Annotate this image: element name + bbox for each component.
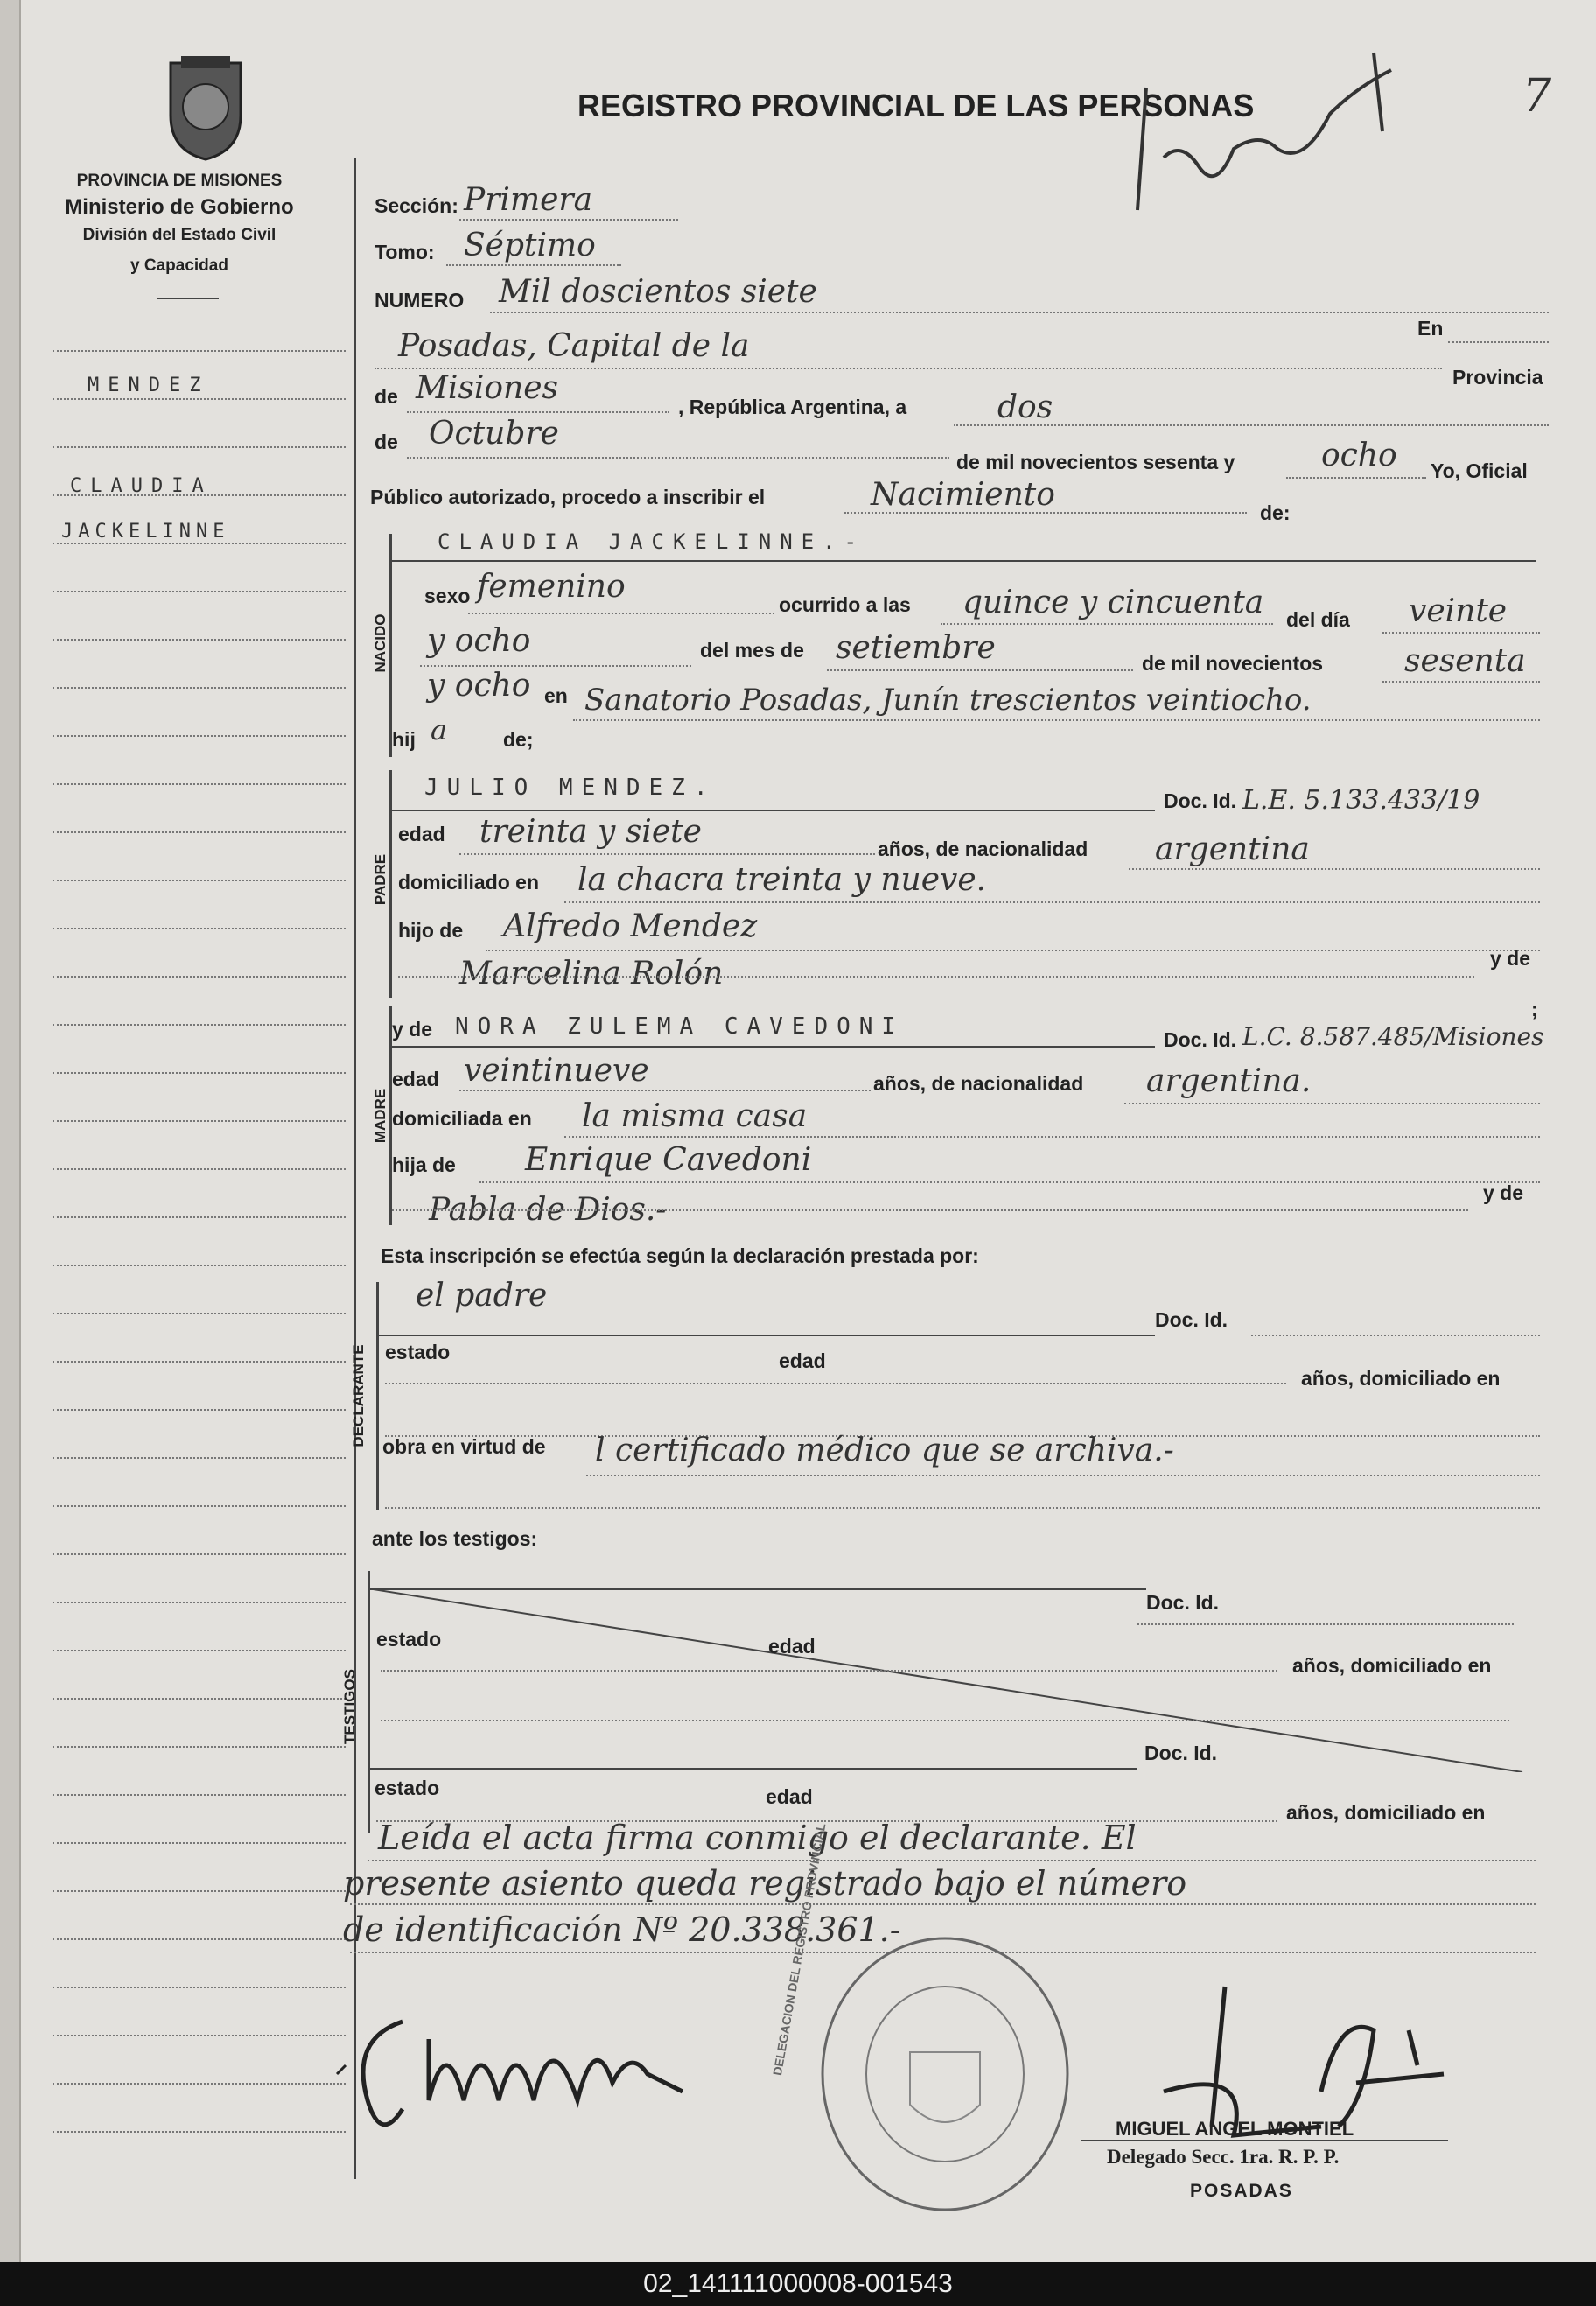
- sexo-value: femenino: [477, 569, 626, 605]
- tomo-value: Séptimo: [464, 228, 596, 263]
- closing-line-2: presente asiento queda registrado bajo el número: [343, 1864, 1187, 1903]
- margin-rule-line: [52, 1987, 346, 1988]
- madre-doc-label: Doc. Id.: [1164, 1028, 1237, 1051]
- testigo1-edad-label: edad: [768, 1635, 816, 1658]
- margin-rule-line: [52, 1313, 346, 1314]
- testigos-section-label: TESTIGOS: [341, 1669, 358, 1744]
- page-title: REGISTRO PROVINCIAL DE LAS PERSONAS: [578, 88, 1255, 123]
- margin-rule-line: [52, 1746, 346, 1748]
- margin-rule-line: [52, 831, 346, 833]
- testigo2-doc-label: Doc. Id.: [1144, 1742, 1218, 1764]
- hij-value: a: [430, 713, 448, 746]
- declarante-edad-label: edad: [779, 1349, 826, 1372]
- numero-label: NUMERO: [374, 289, 465, 312]
- margin-rule-line: [52, 880, 346, 881]
- margin-rule-line: [52, 2035, 346, 2036]
- mes-value: setiembre: [836, 630, 996, 666]
- margin-rule-line: [52, 783, 346, 785]
- margin-rule-line: [52, 976, 346, 978]
- madre-madre-de: Pabla de Dios.-: [429, 1192, 667, 1228]
- margin-rule-line: [52, 350, 346, 352]
- official-signature-bottom: [1076, 1978, 1488, 2170]
- margin-rule-line: [52, 1602, 346, 1603]
- margin-rule-line: [52, 1938, 346, 1940]
- declarante-intro: Esta inscripción se efectúa según la declaración prestada por:: [381, 1244, 979, 1267]
- margin-rule-line: [52, 1553, 346, 1555]
- margin-rule-line: [52, 1650, 346, 1651]
- book-binding: [0, 0, 21, 2262]
- header-divider: [158, 298, 219, 299]
- declarante-anios-label: años, domiciliado en: [1301, 1367, 1501, 1390]
- madre-nac-label: años, de nacionalidad: [873, 1072, 1084, 1095]
- madre-doc-value: L.C. 8.587.485/Misiones: [1242, 1022, 1544, 1051]
- en-label: En: [1418, 317, 1444, 340]
- margin-rule-line: [52, 1842, 346, 1844]
- seccion-value: Primera: [464, 182, 593, 218]
- nacido-section-label: NACIDO: [372, 613, 388, 673]
- padre-dom-value: la chacra treinta y nueve.: [578, 862, 987, 898]
- stamp-role: Delegado Secc. 1ra. R. P. P.: [1107, 2146, 1340, 2168]
- anio-value-2: y ocho: [427, 668, 531, 704]
- testigo1-anios-label: años, domiciliado en: [1292, 1654, 1492, 1677]
- provincia-value: Misiones: [416, 370, 559, 406]
- obra-label: obra en virtud de: [382, 1435, 546, 1458]
- numero-value: Mil doscientos siete: [499, 274, 817, 310]
- testigos-intro: ante los testigos:: [372, 1527, 538, 1550]
- hora-value: quince y cincuenta: [962, 585, 1264, 620]
- stamp-name: MIGUEL ANGEL MONTIEL: [1116, 2118, 1354, 2140]
- anio-value-1: sesenta: [1404, 643, 1526, 679]
- padre-doc-value: L.E. 5.133.433/19: [1242, 785, 1480, 816]
- padre-nac-value: argentina: [1155, 831, 1310, 867]
- margin-rule-line: [52, 1024, 346, 1026]
- ocurrido-label: ocurrido a las: [779, 593, 911, 616]
- publico-label: Público autorizado, procedo a inscribir el: [370, 486, 766, 508]
- margin-given-name-1: CLAUDIA: [70, 475, 213, 497]
- padre-edad-label: edad: [398, 823, 445, 845]
- acto-value: Nacimiento: [871, 477, 1055, 513]
- margin-rule-line: [52, 1265, 346, 1266]
- madre-nac-value: argentina.: [1146, 1063, 1312, 1099]
- hij-label: hij: [392, 728, 416, 751]
- margin-rule-line: [52, 1794, 346, 1796]
- tomo-label: Tomo:: [374, 241, 435, 263]
- testigo2-edad-label: edad: [766, 1785, 813, 1808]
- madre-edad-label: edad: [392, 1068, 439, 1090]
- lugar-value: Sanatorio Posadas, Junín trescientos veintiocho.: [584, 683, 1312, 718]
- header-capacity: y Capacidad: [130, 256, 228, 275]
- padre-yde-label: y de: [1490, 947, 1531, 970]
- month-value: Octubre: [429, 416, 559, 452]
- year-value: ocho: [1321, 438, 1397, 473]
- day-value: dos: [998, 389, 1054, 425]
- header-division: División del Estado Civil: [82, 226, 276, 244]
- padre-padre-de: Alfredo Mendez: [503, 908, 758, 944]
- padre-section-label: PADRE: [372, 853, 388, 906]
- official-signature-top: [1111, 35, 1435, 236]
- declarante-bracket: [376, 1282, 379, 1510]
- padre-dom-label: domiciliado en: [398, 871, 540, 894]
- madre-padre-de: Enrique Cavedoni: [525, 1142, 812, 1178]
- nacido-name: CLAUDIA JACKELINNE.-: [438, 529, 865, 554]
- republica-label: , República Argentina, a: [678, 396, 907, 418]
- declarante-doc-label: Doc. Id.: [1155, 1308, 1228, 1331]
- margin-rule-line: [52, 1120, 346, 1122]
- declarant-signature: [332, 1969, 822, 2162]
- header-ministry: Ministerio de Gobierno: [65, 195, 294, 219]
- del-dia-label: del día: [1286, 608, 1350, 631]
- hij-de-label: de;: [503, 728, 534, 751]
- de-label-2: de: [374, 431, 398, 453]
- padre-edad-value: treinta y siete: [480, 814, 702, 850]
- margin-rule-line: [52, 735, 346, 737]
- madre-yde-label-2: y de: [1483, 1181, 1524, 1204]
- header-province: PROVINCIA DE MISIONES: [76, 172, 283, 190]
- sexo-label: sexo: [424, 585, 471, 607]
- margin-rule-line: [52, 687, 346, 689]
- stamp-city: POSADAS: [1190, 2181, 1293, 2201]
- mil-label: de mil novecientos: [1142, 652, 1324, 675]
- dia-value-1: veinte: [1409, 593, 1508, 629]
- nacido-en-label: en: [544, 684, 568, 707]
- margin-rule-line: [52, 1072, 346, 1074]
- padre-madre-de: Marcelina Rolón: [459, 956, 724, 992]
- margin-rule-line: [52, 1216, 346, 1218]
- dia-value-2: y ocho: [427, 623, 531, 659]
- margin-rule-line: [52, 639, 346, 641]
- madre-hija-label: hija de: [392, 1153, 456, 1176]
- madre-dom-label: domiciliada en: [392, 1107, 532, 1130]
- madre-name: NORA ZULEMA CAVEDONI: [455, 1013, 905, 1040]
- testigo-crossout: [368, 1588, 1540, 1772]
- footer-file-id: 02_141111000008-001543: [0, 2262, 1596, 2306]
- obra-value: l certificado médico que se archiva.-: [595, 1433, 1174, 1468]
- del-mes-label: del mes de: [700, 639, 804, 662]
- page-number: 7: [1522, 70, 1552, 123]
- margin-rule-line: [52, 591, 346, 592]
- year-text-label: de mil novecientos sesenta y: [956, 451, 1236, 473]
- margin-given-name-2: JACKELINNE: [61, 521, 230, 543]
- oficial-label: Yo, Oficial: [1431, 459, 1528, 482]
- margin-rule-line: [52, 398, 346, 400]
- margin-surname: MENDEZ: [88, 375, 210, 396]
- declarante-section-label: DECLARANTE: [350, 1344, 367, 1447]
- de-colon-label: de:: [1260, 501, 1291, 524]
- madre-edad-value: veintinueve: [464, 1053, 649, 1089]
- coat-of-arms-icon: [162, 54, 249, 164]
- testigo2-anios-label: años, domiciliado en: [1286, 1801, 1486, 1824]
- margin-rule-line: [52, 543, 346, 544]
- margin-rule-line: [52, 1698, 346, 1700]
- seccion-label: Sección:: [374, 194, 458, 217]
- de-label: de: [374, 385, 398, 408]
- nacido-bracket: [389, 534, 392, 757]
- padre-bracket: [389, 770, 392, 998]
- provincia-label: Provincia: [1452, 366, 1544, 389]
- margin-rule-line: [52, 1409, 346, 1411]
- padre-nac-label: años, de nacionalidad: [878, 838, 1088, 860]
- declarante-value: el padre: [416, 1278, 548, 1314]
- place-value: Posadas, Capital de la: [398, 328, 750, 364]
- testigo1-estado-label: estado: [376, 1628, 442, 1651]
- madre-section-label: MADRE: [372, 1088, 388, 1144]
- seal-text: DELEGACION DEL REGISTRO PROVINCIAL: [770, 1822, 829, 2077]
- padre-hijo-label: hijo de: [398, 919, 464, 942]
- closing-line-3: de identificación Nº 20.338.361.-: [343, 1910, 901, 1949]
- declarante-estado-label: estado: [385, 1341, 451, 1363]
- margin-rule-line: [52, 1505, 346, 1507]
- closing-line-1: Leída el acta firma conmigo el declarante. El: [378, 1819, 1137, 1857]
- margin-rule-line: [52, 1890, 346, 1892]
- testigo1-doc-label: Doc. Id.: [1146, 1591, 1220, 1614]
- margin-rule-line: [52, 2083, 346, 2085]
- padre-doc-label: Doc. Id.: [1164, 789, 1237, 812]
- official-seal: [809, 1930, 1081, 2218]
- margin-rule-line: [52, 2131, 346, 2133]
- margin-rule-line: [52, 446, 346, 448]
- margin-rule-line: [52, 1361, 346, 1363]
- margin-rule-line: [52, 928, 346, 929]
- padre-name: JULIO MENDEZ.: [424, 775, 717, 801]
- madre-yde-label: y de: [392, 1018, 433, 1041]
- margin-rule-line: [52, 1168, 346, 1170]
- testigo2-estado-label: estado: [374, 1777, 440, 1799]
- padre-semicolon: ;: [1531, 998, 1538, 1020]
- madre-dom-value: la misma casa: [582, 1098, 808, 1134]
- margin-rule-line: [52, 1457, 346, 1459]
